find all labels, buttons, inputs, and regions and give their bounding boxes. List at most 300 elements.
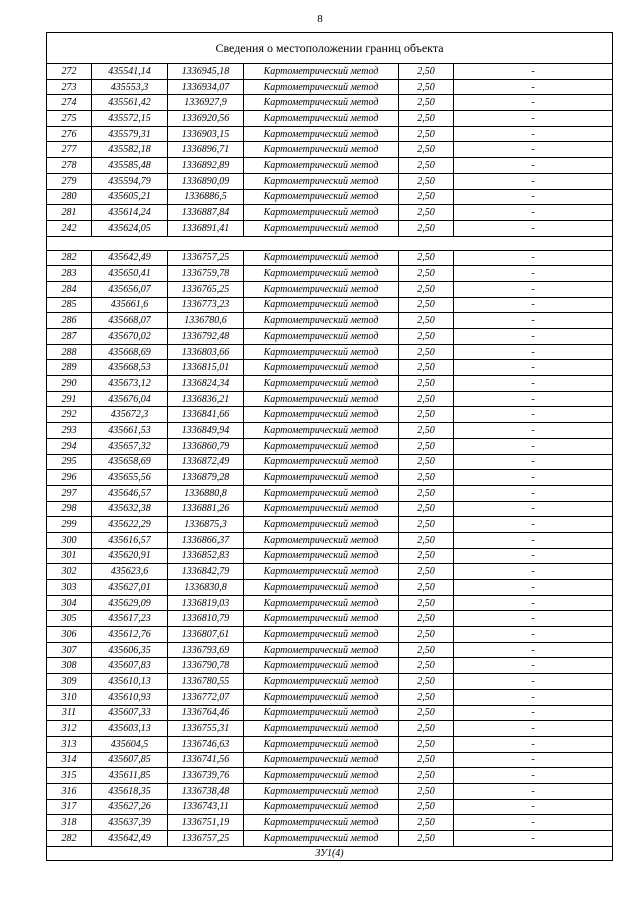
accuracy-cell: 2,50 — [399, 595, 454, 611]
description-cell: - — [454, 485, 613, 501]
y-coordinate-cell: 1336849,94 — [168, 423, 244, 439]
table-row — [47, 548, 613, 564]
method-cell: Картометрический метод — [244, 158, 399, 174]
x-coordinate-cell: 435655,56 — [92, 470, 168, 486]
point-number-cell: 296 — [47, 470, 92, 486]
method-cell: Картометрический метод — [244, 532, 399, 548]
x-coordinate-cell: 435670,02 — [92, 329, 168, 345]
description-cell: - — [454, 281, 613, 297]
x-coordinate-cell: 435658,69 — [92, 454, 168, 470]
y-coordinate-cell: 1336757,25 — [168, 250, 244, 266]
x-coordinate-cell: 435572,15 — [92, 111, 168, 127]
method-cell: Картометрический метод — [244, 111, 399, 127]
x-coordinate-cell: 435610,13 — [92, 674, 168, 690]
description-cell: - — [454, 580, 613, 596]
table-row — [47, 768, 613, 784]
description-cell: - — [454, 407, 613, 423]
description-cell: - — [454, 360, 613, 376]
description-cell: - — [454, 548, 613, 564]
table-row — [47, 281, 613, 297]
table-row — [47, 189, 613, 205]
method-cell: Картометрический метод — [244, 548, 399, 564]
x-coordinate-cell: 435668,69 — [92, 344, 168, 360]
point-number-cell: 292 — [47, 407, 92, 423]
accuracy-cell: 2,50 — [399, 768, 454, 784]
y-coordinate-cell: 1336824,34 — [168, 376, 244, 392]
x-coordinate-cell: 435627,26 — [92, 799, 168, 815]
method-cell: Картометрический метод — [244, 173, 399, 189]
table-row — [47, 736, 613, 752]
method-cell: Картометрический метод — [244, 266, 399, 282]
accuracy-cell: 2,50 — [399, 126, 454, 142]
table-row — [47, 126, 613, 142]
accuracy-cell: 2,50 — [399, 689, 454, 705]
table-row — [47, 360, 613, 376]
x-coordinate-cell: 435582,18 — [92, 142, 168, 158]
table-row — [47, 799, 613, 815]
y-coordinate-cell: 1336892,89 — [168, 158, 244, 174]
footer-row — [47, 846, 613, 860]
accuracy-cell: 2,50 — [399, 548, 454, 564]
method-cell: Картометрический метод — [244, 344, 399, 360]
method-cell: Картометрический метод — [244, 454, 399, 470]
point-number-cell: 299 — [47, 517, 92, 533]
accuracy-cell: 2,50 — [399, 532, 454, 548]
description-cell: - — [454, 344, 613, 360]
x-coordinate-cell: 435612,76 — [92, 627, 168, 643]
point-number-cell: 312 — [47, 721, 92, 737]
x-coordinate-cell: 435656,07 — [92, 281, 168, 297]
description-cell: - — [454, 721, 613, 737]
x-coordinate-cell: 435650,41 — [92, 266, 168, 282]
y-coordinate-cell: 1336836,21 — [168, 391, 244, 407]
method-cell: Картометрический метод — [244, 95, 399, 111]
point-number-cell: 275 — [47, 111, 92, 127]
method-cell: Картометрический метод — [244, 485, 399, 501]
x-coordinate-cell: 435629,09 — [92, 595, 168, 611]
accuracy-cell: 2,50 — [399, 297, 454, 313]
table-row — [47, 517, 613, 533]
description-cell: - — [454, 250, 613, 266]
description-cell: - — [454, 768, 613, 784]
accuracy-cell: 2,50 — [399, 250, 454, 266]
accuracy-cell: 2,50 — [399, 705, 454, 721]
method-cell: Картометрический метод — [244, 627, 399, 643]
table-row — [47, 674, 613, 690]
table-row — [47, 376, 613, 392]
description-cell: - — [454, 158, 613, 174]
accuracy-cell: 2,50 — [399, 642, 454, 658]
point-number-cell: 310 — [47, 689, 92, 705]
x-coordinate-cell: 435617,23 — [92, 611, 168, 627]
table-row — [47, 111, 613, 127]
table-row — [47, 658, 613, 674]
parcel-label: ЗУ1(4) — [47, 846, 613, 860]
accuracy-cell: 2,50 — [399, 485, 454, 501]
description-cell: - — [454, 470, 613, 486]
accuracy-cell: 2,50 — [399, 360, 454, 376]
point-number-cell: 284 — [47, 281, 92, 297]
point-number-cell: 298 — [47, 501, 92, 517]
x-coordinate-cell: 435642,49 — [92, 250, 168, 266]
x-coordinate-cell: 435603,13 — [92, 721, 168, 737]
separator-cell — [47, 236, 613, 250]
method-cell: Картометрический метод — [244, 658, 399, 674]
method-cell: Картометрический метод — [244, 376, 399, 392]
point-number-cell: 301 — [47, 548, 92, 564]
description-cell: - — [454, 391, 613, 407]
y-coordinate-cell: 1336807,61 — [168, 627, 244, 643]
point-number-cell: 283 — [47, 266, 92, 282]
x-coordinate-cell: 435553,3 — [92, 79, 168, 95]
y-coordinate-cell: 1336920,56 — [168, 111, 244, 127]
point-number-cell: 300 — [47, 532, 92, 548]
table-row — [47, 454, 613, 470]
method-cell: Картометрический метод — [244, 79, 399, 95]
table-row — [47, 642, 613, 658]
table-row — [47, 627, 613, 643]
y-coordinate-cell: 1336891,41 — [168, 220, 244, 236]
y-coordinate-cell: 1336881,26 — [168, 501, 244, 517]
method-cell: Картометрический метод — [244, 297, 399, 313]
accuracy-cell: 2,50 — [399, 220, 454, 236]
table-row — [47, 689, 613, 705]
table-row — [47, 783, 613, 799]
x-coordinate-cell: 435657,32 — [92, 438, 168, 454]
accuracy-cell: 2,50 — [399, 501, 454, 517]
method-cell: Картометрический метод — [244, 721, 399, 737]
method-cell: Картометрический метод — [244, 752, 399, 768]
accuracy-cell: 2,50 — [399, 158, 454, 174]
table-row — [47, 721, 613, 737]
y-coordinate-cell: 1336879,28 — [168, 470, 244, 486]
accuracy-cell: 2,50 — [399, 423, 454, 439]
x-coordinate-cell: 435668,07 — [92, 313, 168, 329]
y-coordinate-cell: 1336945,18 — [168, 64, 244, 80]
table-row — [47, 173, 613, 189]
accuracy-cell: 2,50 — [399, 329, 454, 345]
point-number-cell: 295 — [47, 454, 92, 470]
description-cell: - — [454, 189, 613, 205]
description-cell: - — [454, 658, 613, 674]
accuracy-cell: 2,50 — [399, 799, 454, 815]
description-cell: - — [454, 783, 613, 799]
table-row — [47, 313, 613, 329]
accuracy-cell: 2,50 — [399, 391, 454, 407]
point-number-cell: 307 — [47, 642, 92, 658]
table-row — [47, 831, 613, 847]
description-cell: - — [454, 799, 613, 815]
y-coordinate-cell: 1336746,63 — [168, 736, 244, 752]
method-cell: Картометрический метод — [244, 391, 399, 407]
accuracy-cell: 2,50 — [399, 721, 454, 737]
description-cell: - — [454, 329, 613, 345]
y-coordinate-cell: 1336751,19 — [168, 815, 244, 831]
accuracy-cell: 2,50 — [399, 205, 454, 221]
x-coordinate-cell: 435616,57 — [92, 532, 168, 548]
table-row — [47, 297, 613, 313]
method-cell: Картометрический метод — [244, 689, 399, 705]
y-coordinate-cell: 1336773,23 — [168, 297, 244, 313]
y-coordinate-cell: 1336880,8 — [168, 485, 244, 501]
y-coordinate-cell: 1336903,15 — [168, 126, 244, 142]
table-row — [47, 532, 613, 548]
table-row — [47, 595, 613, 611]
point-number-cell: 282 — [47, 250, 92, 266]
y-coordinate-cell: 1336815,01 — [168, 360, 244, 376]
x-coordinate-cell: 435646,57 — [92, 485, 168, 501]
description-cell: - — [454, 705, 613, 721]
table-row — [47, 205, 613, 221]
method-cell: Картометрический метод — [244, 736, 399, 752]
table-row — [47, 423, 613, 439]
point-number-cell: 306 — [47, 627, 92, 643]
description-cell: - — [454, 173, 613, 189]
description-cell: - — [454, 266, 613, 282]
description-cell: - — [454, 297, 613, 313]
point-number-cell: 316 — [47, 783, 92, 799]
method-cell: Картометрический метод — [244, 64, 399, 80]
y-coordinate-cell: 1336738,48 — [168, 783, 244, 799]
point-number-cell: 277 — [47, 142, 92, 158]
x-coordinate-cell: 435632,38 — [92, 501, 168, 517]
x-coordinate-cell: 435614,24 — [92, 205, 168, 221]
x-coordinate-cell: 435661,6 — [92, 297, 168, 313]
description-cell: - — [454, 595, 613, 611]
point-number-cell: 317 — [47, 799, 92, 815]
accuracy-cell: 2,50 — [399, 95, 454, 111]
accuracy-cell: 2,50 — [399, 752, 454, 768]
method-cell: Картометрический метод — [244, 642, 399, 658]
accuracy-cell: 2,50 — [399, 111, 454, 127]
y-coordinate-cell: 1336790,78 — [168, 658, 244, 674]
description-cell: - — [454, 517, 613, 533]
accuracy-cell: 2,50 — [399, 376, 454, 392]
y-coordinate-cell: 1336896,71 — [168, 142, 244, 158]
point-number-cell: 274 — [47, 95, 92, 111]
method-cell: Картометрический метод — [244, 517, 399, 533]
point-number-cell: 294 — [47, 438, 92, 454]
y-coordinate-cell: 1336842,79 — [168, 564, 244, 580]
table-row — [47, 407, 613, 423]
y-coordinate-cell: 1336755,31 — [168, 721, 244, 737]
method-cell: Картометрический метод — [244, 831, 399, 847]
y-coordinate-cell: 1336860,79 — [168, 438, 244, 454]
accuracy-cell: 2,50 — [399, 783, 454, 799]
method-cell: Картометрический метод — [244, 564, 399, 580]
point-number-cell: 305 — [47, 611, 92, 627]
x-coordinate-cell: 435610,93 — [92, 689, 168, 705]
x-coordinate-cell: 435620,91 — [92, 548, 168, 564]
method-cell: Картометрический метод — [244, 142, 399, 158]
description-cell: - — [454, 438, 613, 454]
y-coordinate-cell: 1336792,48 — [168, 329, 244, 345]
description-cell: - — [454, 831, 613, 847]
method-cell: Картометрический метод — [244, 250, 399, 266]
y-coordinate-cell: 1336852,83 — [168, 548, 244, 564]
table-row — [47, 95, 613, 111]
table-row — [47, 705, 613, 721]
accuracy-cell: 2,50 — [399, 79, 454, 95]
y-coordinate-cell: 1336810,79 — [168, 611, 244, 627]
table-row — [47, 158, 613, 174]
table-row — [47, 815, 613, 831]
description-cell: - — [454, 689, 613, 705]
accuracy-cell: 2,50 — [399, 173, 454, 189]
description-cell: - — [454, 423, 613, 439]
method-cell: Картометрический метод — [244, 580, 399, 596]
table-row — [47, 501, 613, 517]
description-cell: - — [454, 64, 613, 80]
point-number-cell: 276 — [47, 126, 92, 142]
x-coordinate-cell: 435661,53 — [92, 423, 168, 439]
accuracy-cell: 2,50 — [399, 470, 454, 486]
method-cell: Картометрический метод — [244, 438, 399, 454]
table-title-row — [47, 33, 613, 64]
table-row — [47, 64, 613, 80]
point-number-cell: 291 — [47, 391, 92, 407]
x-coordinate-cell: 435624,05 — [92, 220, 168, 236]
accuracy-cell: 2,50 — [399, 266, 454, 282]
point-number-cell: 315 — [47, 768, 92, 784]
method-cell: Картометрический метод — [244, 329, 399, 345]
description-cell: - — [454, 79, 613, 95]
y-coordinate-cell: 1336886,5 — [168, 189, 244, 205]
table-row — [47, 250, 613, 266]
y-coordinate-cell: 1336757,25 — [168, 831, 244, 847]
table-row — [47, 580, 613, 596]
table-row — [47, 329, 613, 345]
table-row — [47, 266, 613, 282]
table-row — [47, 79, 613, 95]
method-cell: Картометрический метод — [244, 220, 399, 236]
table-row — [47, 470, 613, 486]
description-cell: - — [454, 313, 613, 329]
y-coordinate-cell: 1336830,8 — [168, 580, 244, 596]
x-coordinate-cell: 435607,33 — [92, 705, 168, 721]
page-number: 8 — [317, 13, 323, 25]
x-coordinate-cell: 435605,21 — [92, 189, 168, 205]
y-coordinate-cell: 1336872,49 — [168, 454, 244, 470]
method-cell: Картометрический метод — [244, 674, 399, 690]
x-coordinate-cell: 435611,85 — [92, 768, 168, 784]
point-number-cell: 290 — [47, 376, 92, 392]
method-cell: Картометрический метод — [244, 611, 399, 627]
x-coordinate-cell: 435579,31 — [92, 126, 168, 142]
accuracy-cell: 2,50 — [399, 580, 454, 596]
y-coordinate-cell: 1336934,07 — [168, 79, 244, 95]
description-cell: - — [454, 454, 613, 470]
method-cell: Картометрический метод — [244, 470, 399, 486]
accuracy-cell: 2,50 — [399, 407, 454, 423]
x-coordinate-cell: 435606,35 — [92, 642, 168, 658]
point-number-cell: 287 — [47, 329, 92, 345]
description-cell: - — [454, 111, 613, 127]
table-row — [47, 438, 613, 454]
point-number-cell: 282 — [47, 831, 92, 847]
x-coordinate-cell: 435623,6 — [92, 564, 168, 580]
accuracy-cell: 2,50 — [399, 313, 454, 329]
x-coordinate-cell: 435622,29 — [92, 517, 168, 533]
description-cell: - — [454, 532, 613, 548]
x-coordinate-cell: 435618,35 — [92, 783, 168, 799]
point-number-cell: 279 — [47, 173, 92, 189]
method-cell: Картометрический метод — [244, 768, 399, 784]
table-row — [47, 391, 613, 407]
point-number-cell: 281 — [47, 205, 92, 221]
accuracy-cell: 2,50 — [399, 831, 454, 847]
y-coordinate-cell: 1336793,69 — [168, 642, 244, 658]
accuracy-cell: 2,50 — [399, 438, 454, 454]
table-row — [47, 611, 613, 627]
description-cell: - — [454, 736, 613, 752]
y-coordinate-cell: 1336765,25 — [168, 281, 244, 297]
table-row — [47, 142, 613, 158]
point-number-cell: 272 — [47, 64, 92, 80]
table-row — [47, 344, 613, 360]
y-coordinate-cell: 1336780,6 — [168, 313, 244, 329]
point-number-cell: 303 — [47, 580, 92, 596]
description-cell: - — [454, 220, 613, 236]
accuracy-cell: 2,50 — [399, 189, 454, 205]
point-number-cell: 302 — [47, 564, 92, 580]
description-cell: - — [454, 674, 613, 690]
y-coordinate-cell: 1336875,3 — [168, 517, 244, 533]
x-coordinate-cell: 435668,53 — [92, 360, 168, 376]
method-cell: Картометрический метод — [244, 313, 399, 329]
point-number-cell: 273 — [47, 79, 92, 95]
table-row — [47, 220, 613, 236]
y-coordinate-cell: 1336759,78 — [168, 266, 244, 282]
x-coordinate-cell: 435673,12 — [92, 376, 168, 392]
y-coordinate-cell: 1336887,84 — [168, 205, 244, 221]
accuracy-cell: 2,50 — [399, 736, 454, 752]
x-coordinate-cell: 435585,48 — [92, 158, 168, 174]
accuracy-cell: 2,50 — [399, 815, 454, 831]
accuracy-cell: 2,50 — [399, 658, 454, 674]
point-number-cell: 318 — [47, 815, 92, 831]
accuracy-cell: 2,50 — [399, 64, 454, 80]
description-cell: - — [454, 642, 613, 658]
table-row — [47, 564, 613, 580]
point-number-cell: 297 — [47, 485, 92, 501]
method-cell: Картометрический метод — [244, 705, 399, 721]
method-cell: Картометрический метод — [244, 281, 399, 297]
description-cell: - — [454, 142, 613, 158]
point-number-cell: 288 — [47, 344, 92, 360]
accuracy-cell: 2,50 — [399, 281, 454, 297]
description-cell: - — [454, 95, 613, 111]
y-coordinate-cell: 1336743,11 — [168, 799, 244, 815]
x-coordinate-cell: 435642,49 — [92, 831, 168, 847]
method-cell: Картометрический метод — [244, 407, 399, 423]
description-cell: - — [454, 611, 613, 627]
point-number-cell: 280 — [47, 189, 92, 205]
table-row — [47, 485, 613, 501]
point-number-cell: 308 — [47, 658, 92, 674]
y-coordinate-cell: 1336927,9 — [168, 95, 244, 111]
point-number-cell: 304 — [47, 595, 92, 611]
x-coordinate-cell: 435607,83 — [92, 658, 168, 674]
description-cell: - — [454, 752, 613, 768]
description-cell: - — [454, 627, 613, 643]
point-number-cell: 289 — [47, 360, 92, 376]
accuracy-cell: 2,50 — [399, 454, 454, 470]
method-cell: Картометрический метод — [244, 189, 399, 205]
point-number-cell: 314 — [47, 752, 92, 768]
accuracy-cell: 2,50 — [399, 611, 454, 627]
boundary-coordinates-table — [46, 32, 613, 861]
